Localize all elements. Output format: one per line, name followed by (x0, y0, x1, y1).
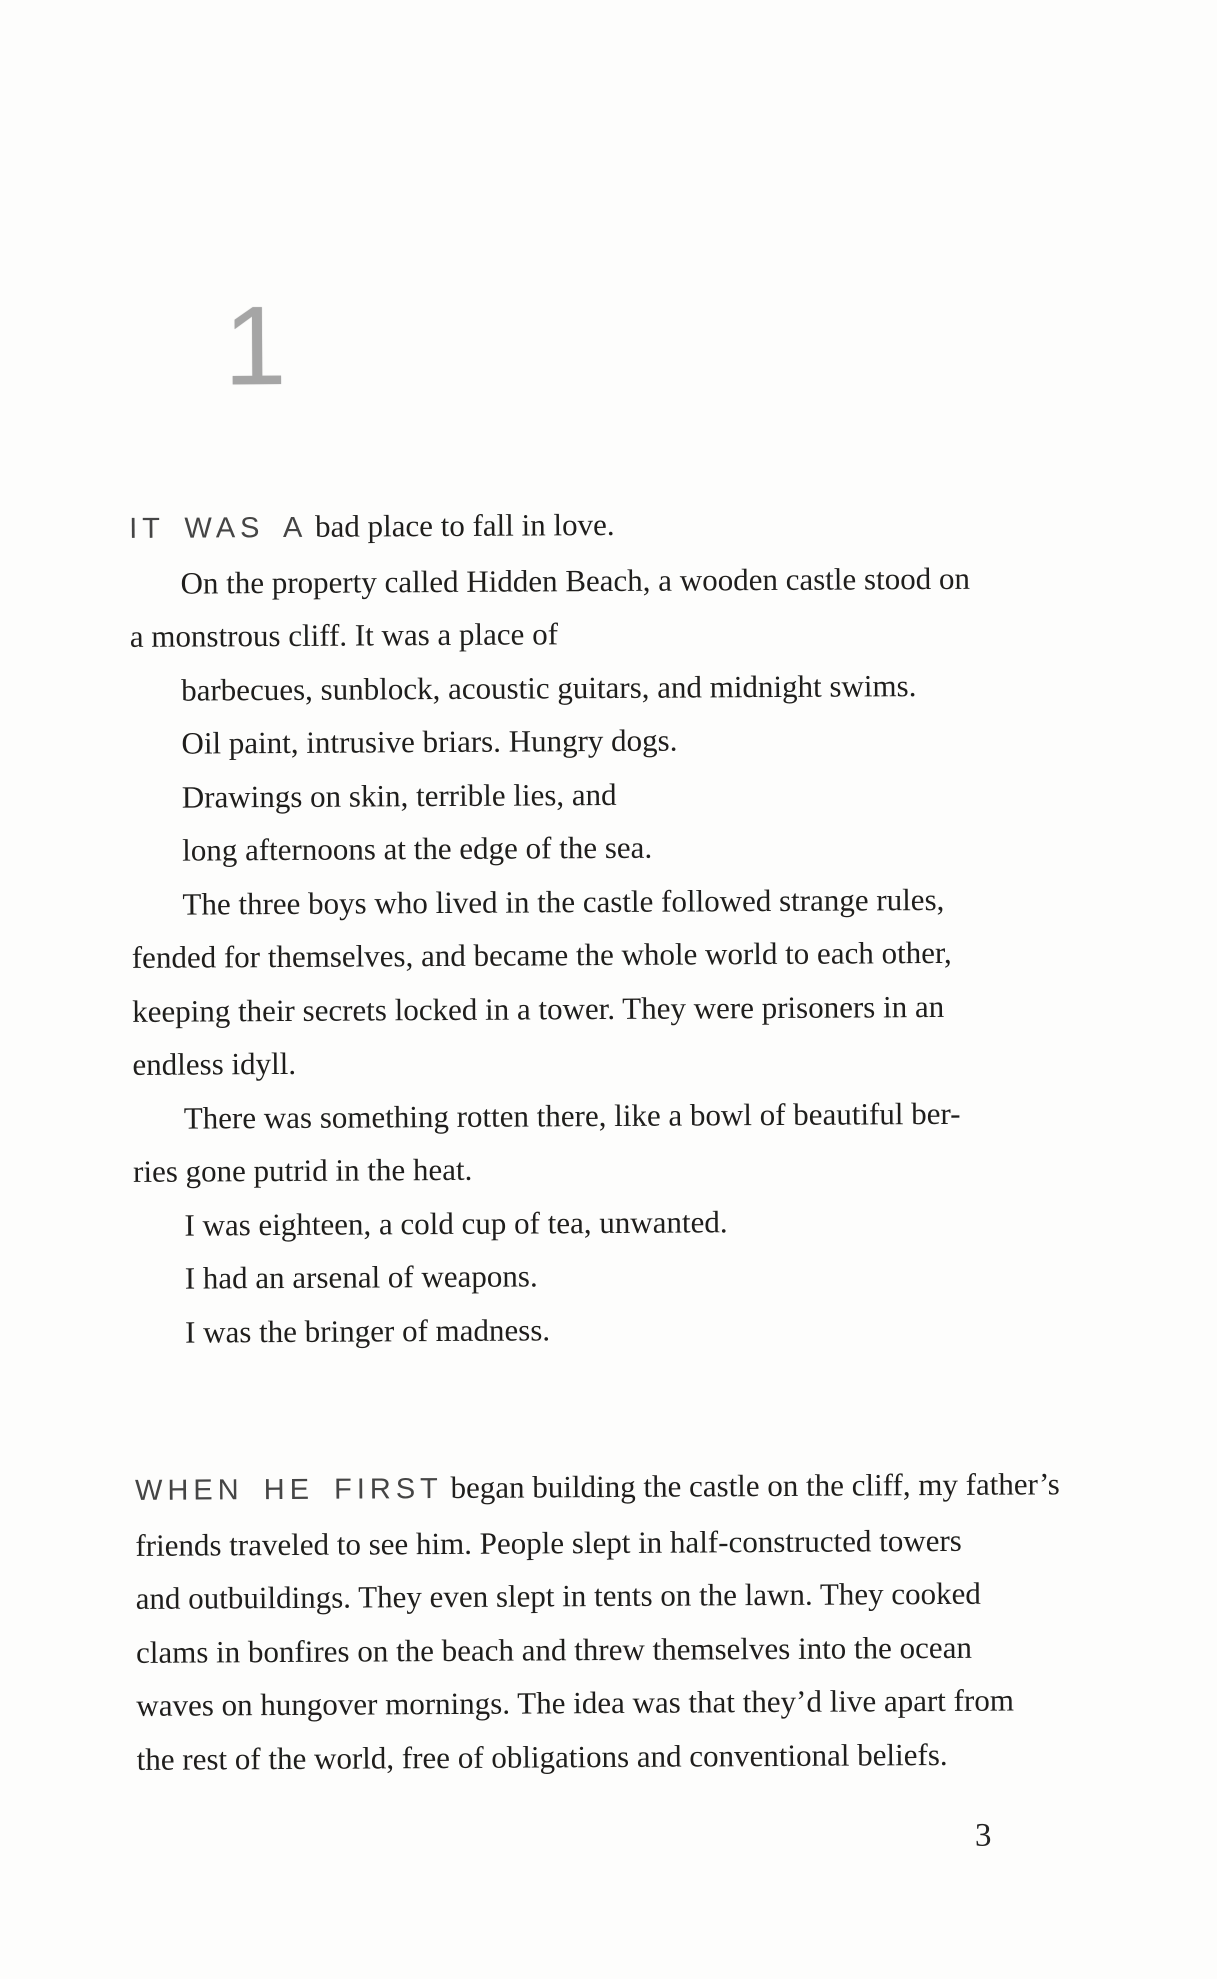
text-line: I was eighteen, a cold cup of tea, unwanted. (184, 1203, 728, 1243)
lead-in-caps: IT WAS A (129, 511, 308, 545)
text-line: barbecues, sunblock, acoustic guitars, and midnight swims. (181, 667, 917, 708)
text-line: long afternoons at the edge of the sea. (182, 829, 653, 868)
text-line: fended for themselves, and became the whole world to each other, (131, 934, 952, 975)
text-line: I was the bringer of madness. (184, 1311, 551, 1350)
text-line: The three boys who lived in the castle followed strange rules, (182, 881, 945, 922)
text-line: WHEN HE FIRST began building the castle on the cliff, my father’s (134, 1466, 1060, 1507)
text-line: keeping their secrets locked in a tower. They were prisoners in an (132, 988, 945, 1029)
chapter-number: 1 (223, 282, 287, 409)
text-line: IT WAS A bad place to fall in love. (129, 506, 615, 545)
page-number: 3 (974, 1817, 992, 1854)
paragraph-block (135, 1457, 1137, 1786)
text-line: friends traveled to see him. People slept in half-constructed towers (135, 1522, 962, 1563)
text-line: a monstrous cliff. It was a place of (129, 616, 559, 654)
paragraph-block (129, 495, 1134, 1359)
text-line: On the property called Hidden Beach, a wooden castle stood on (180, 560, 971, 601)
text-line: clams in bonfires on the beach and threw themselves into the ocean (135, 1629, 973, 1670)
text-line: endless idyll. (132, 1045, 297, 1082)
text-line: There was something rotten there, like a bowl of beautiful ber- (183, 1095, 961, 1136)
lead-in-caps: WHEN HE FIRST (134, 1473, 443, 1507)
text-line: waves on hungover mornings. The idea was that they’d live apart from (136, 1682, 1014, 1723)
text-line: ries gone putrid in the heat. (132, 1151, 473, 1189)
body-text (129, 495, 1137, 1786)
text-line: Oil paint, intrusive briars. Hungry dogs. (181, 722, 678, 761)
text-line: I had an arsenal of weapons. (184, 1258, 538, 1296)
text-line: and outbuildings. They even slept in tents on the lawn. They cooked (135, 1575, 981, 1616)
text-line: Drawings on skin, terrible lies, and (181, 776, 617, 815)
text-line: the rest of the world, free of obligations and conventional beliefs. (136, 1736, 948, 1777)
